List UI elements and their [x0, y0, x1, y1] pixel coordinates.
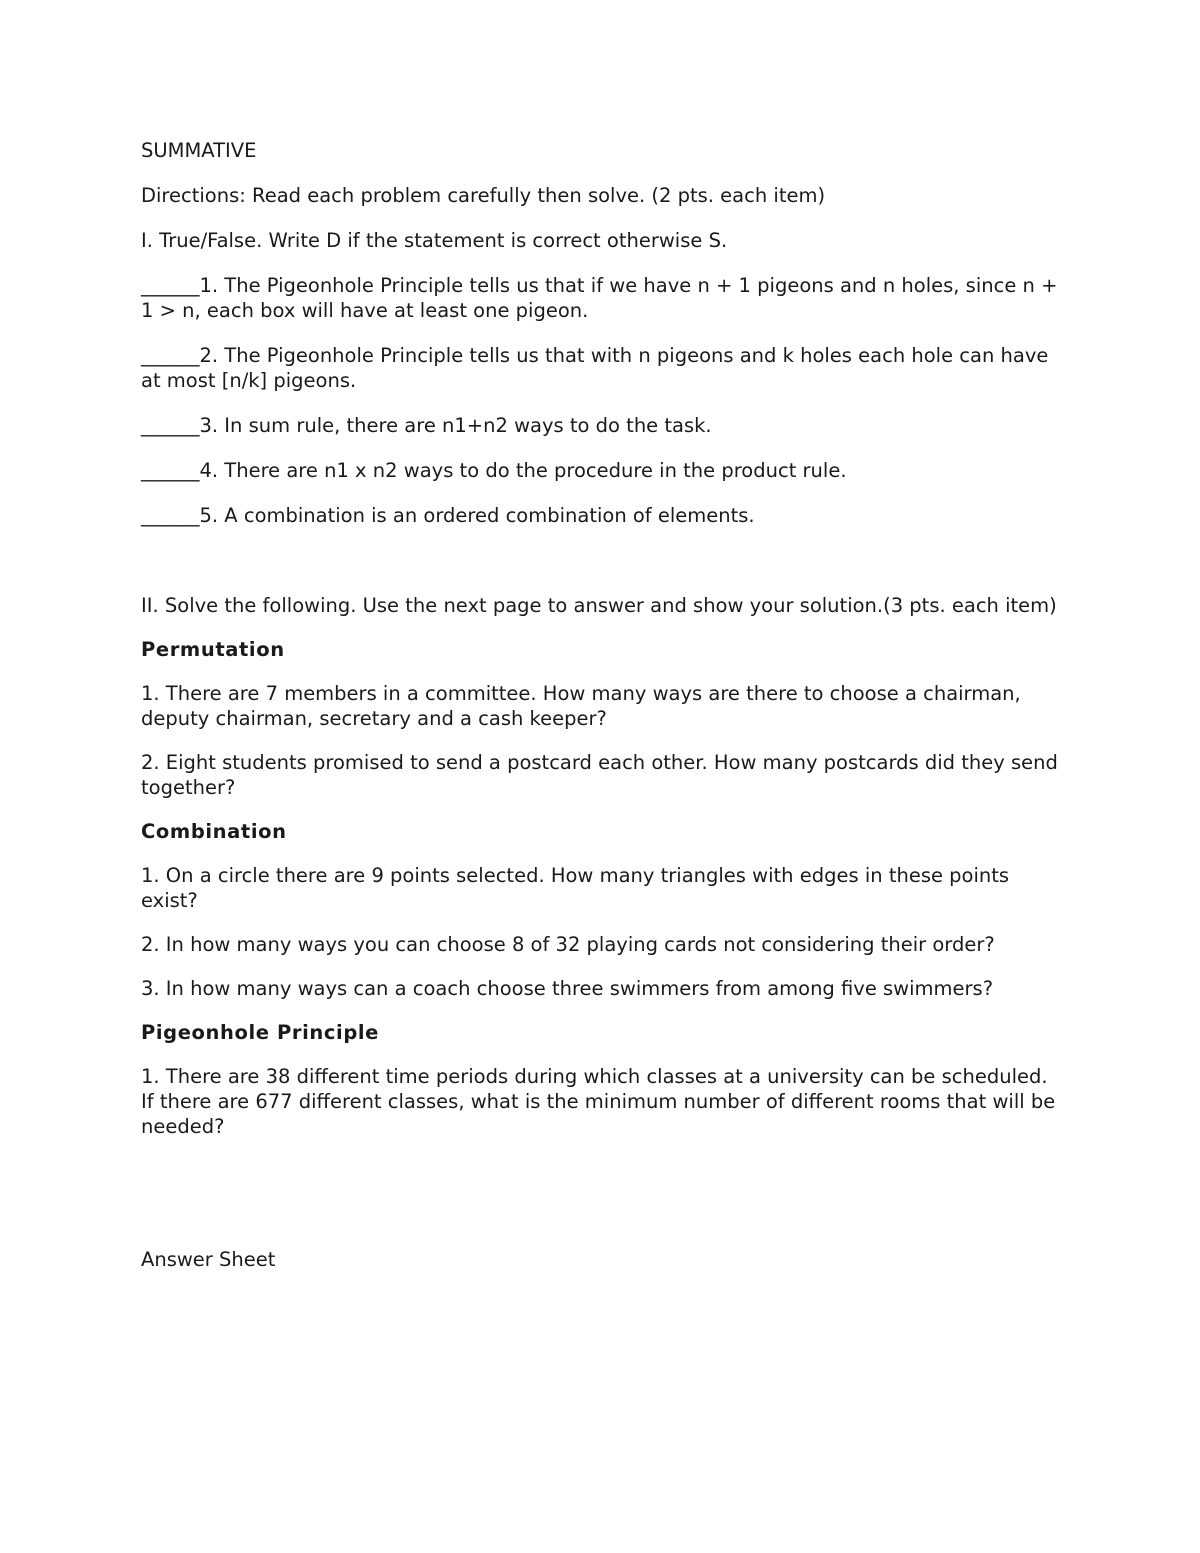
combination-problem-1: 1. On a circle there are 9 points selected. How many triangles with edges in these points exist?: [141, 864, 1010, 912]
pigeonhole-problem-1: 1. There are 38 different time periods during which classes at a university can be scheduled. If there are 677 different classes, what is the minimum number of different rooms that will be needed?: [141, 1065, 1056, 1138]
permutation-heading: Permutation: [141, 638, 285, 661]
true-false-item-3: ______3. In sum rule, there are n1+n2 ways to do the task.: [141, 414, 712, 437]
permutation-problem-1: 1. There are 7 members in a committee. How many ways are there to choose a chairman, deputy chairman, secretary and a cash keeper?: [141, 682, 1021, 730]
true-false-item-5: ______5. A combination is an ordered combination of elements.: [141, 504, 755, 527]
true-false-item-4: ______4. There are n1 x n2 ways to do the procedure in the product rule.: [141, 459, 847, 482]
pigeonhole-heading: Pigeonhole Principle: [141, 1021, 380, 1044]
true-false-item-2: ______2. The Pigeonhole Principle tells us that with n pigeons and k holes each hole can have at most [n/k] pigeons.: [141, 344, 1049, 392]
combination-problem-2: 2. In how many ways you can choose 8 of 32 playing cards not considering their order?: [141, 933, 995, 956]
document-title: SUMMATIVE: [141, 139, 257, 162]
part2-heading: II. Solve the following. Use the next page to answer and show your solution.(3 pts. each item): [141, 594, 1057, 617]
combination-heading: Combination: [141, 820, 287, 843]
answer-sheet-heading: Answer Sheet: [141, 1248, 276, 1271]
part1-heading: I. True/False. Write D if the statement is correct otherwise S.: [141, 229, 728, 252]
directions: Directions: Read each problem carefully then solve. (2 pts. each item): [141, 184, 826, 207]
combination-problem-3: 3. In how many ways can a coach choose three swimmers from among five swimmers?: [141, 977, 994, 1000]
document-page: [141, 138, 1061, 1272]
permutation-problem-2: 2. Eight students promised to send a postcard each other. How many postcards did they send together?: [141, 751, 1058, 799]
true-false-item-1: ______1. The Pigeonhole Principle tells us that if we have n + 1 pigeons and n holes, since n + 1 > n, each box will have at least one pigeon.: [141, 274, 1058, 322]
